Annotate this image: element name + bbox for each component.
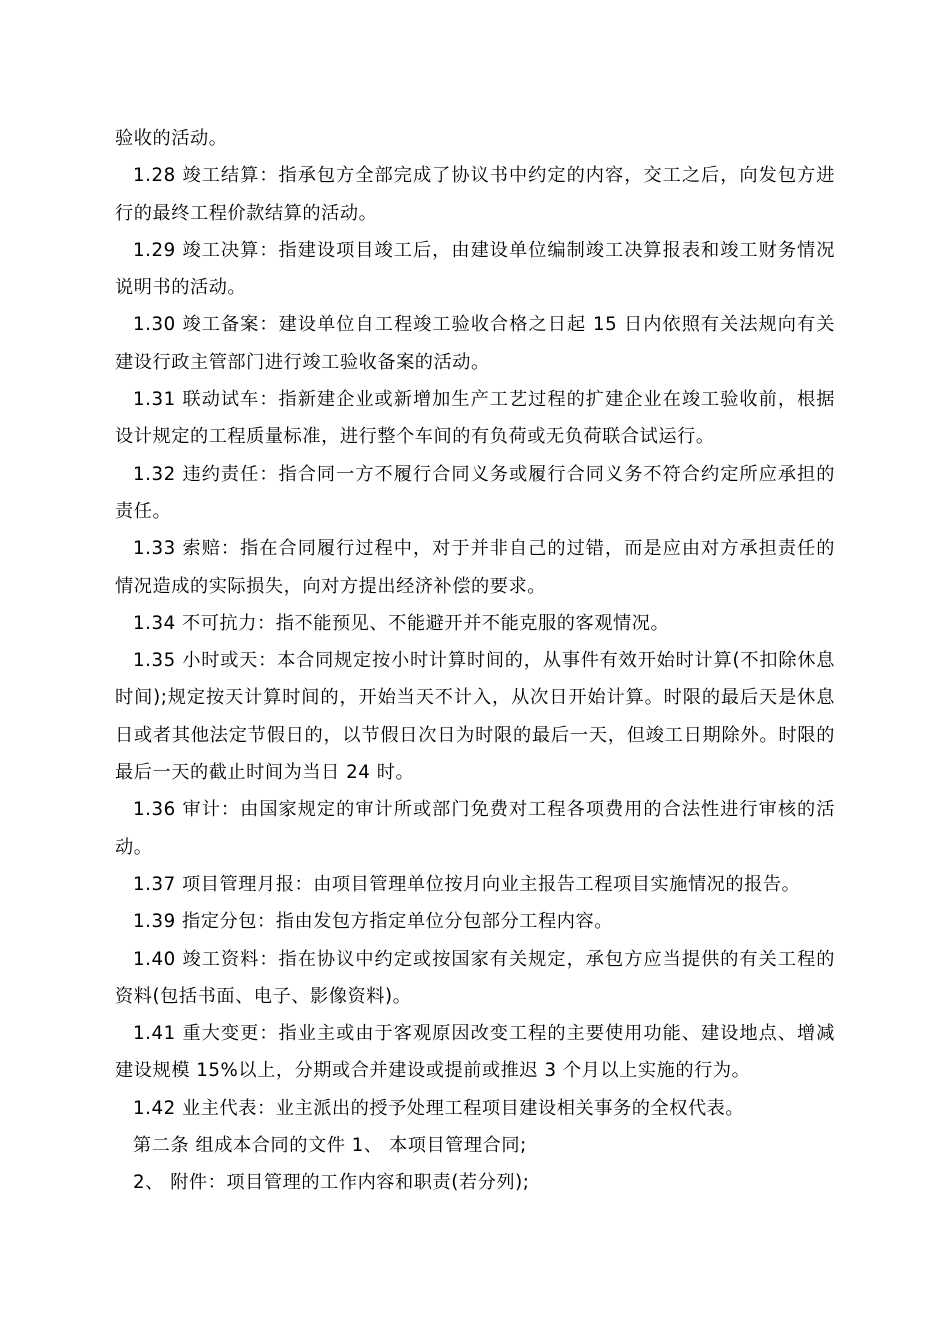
- clause-1-28: 1.28 竣工结算：指承包方全部完成了协议书中约定的内容，交工之后，向发包方进行的最终工程价款结算的活动。: [115, 165, 835, 224]
- clause-1-41: 1.41 重大变更：指业主或由于客观原因改变工程的主要使用功能、建设地点、增减建设规模 15%以上，分期或合并建设或提前或推迟 3 个月以上实施的行为。: [115, 1023, 835, 1082]
- document-body: [115, 120, 835, 1202]
- clause-1-30: 1.30 竣工备案：建设单位自工程竣工验收合格之日起 15 日内依照有关法规向有关建设行政主管部门进行竣工验收备案的活动。: [115, 314, 835, 373]
- clause-1-39: 1.39 指定分包：指由发包方指定单位分包部分工程内容。: [133, 911, 613, 933]
- clause-1-42: 1.42 业主代表：业主派出的授予处理工程项目建设相关事务的全权代表。: [133, 1097, 745, 1119]
- clause-1-32: 1.32 违约责任：指合同一方不履行合同义务或履行合同义务不符合约定所应承担的责任。: [115, 463, 835, 522]
- clause-1-37: 1.37 项目管理月报：由项目管理单位按月向业主报告工程项目实施情况的报告。: [133, 873, 801, 895]
- clause-1-35: 1.35 小时或天：本合同规定按小时计算时间的，从事件有效开始时计算(不扣除休息时间);规定按天计算时间的，开始当天不计入，从次日开始计算。时限的最后天是休息日或者其他法定节假日的，以节假日次日为时限的最后一天，但竣工日期除外。时限的最后一天的截止时间为当日 24 时。: [115, 650, 835, 784]
- clause-1-34: 1.34 不可抗力：指不能预见、不能避开并不能克服的客观情况。: [133, 612, 670, 634]
- clause-1-36: 1.36 审计：由国家规定的审计所或部门免费对工程各项费用的合法性进行审核的活动。: [115, 799, 835, 858]
- article-2-item-2: 2、 附件：项目管理的工作内容和职责(若分列);: [133, 1172, 530, 1194]
- clause-1-33: 1.33 索赔：指在合同履行过程中，对于并非自己的过错，而是应由对方承担责任的情况造成的实际损失，向对方提出经济补偿的要求。: [115, 538, 835, 597]
- clause-1-29: 1.29 竣工决算：指建设项目竣工后，由建设单位编制竣工决算报表和竣工财务情况说明书的活动。: [115, 239, 835, 299]
- clause-1-31: 1.31 联动试车：指新建企业或新增加生产工艺过程的扩建企业在竣工验收前，根据设计规定的工程质量标准，进行整个车间的有负荷或无负荷联合试运行。: [115, 389, 835, 448]
- clause-1-40: 1.40 竣工资料：指在协议中约定或按国家有关规定，承包方应当提供的有关工程的资料(包括书面、电子、影像资料)。: [115, 948, 835, 1007]
- article-2-heading: 第二条 组成本合同的文件 1、 本项目管理合同;: [133, 1135, 527, 1157]
- paragraph-continuation: 验收的活动。: [115, 128, 228, 149]
